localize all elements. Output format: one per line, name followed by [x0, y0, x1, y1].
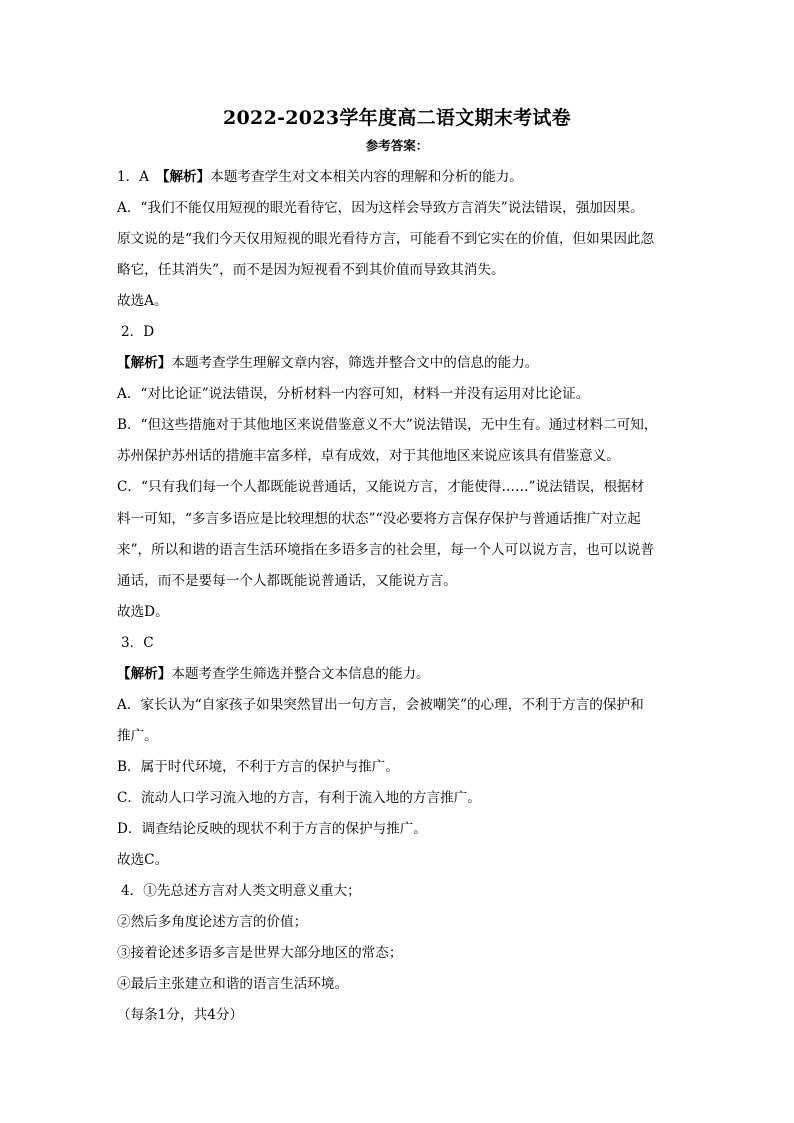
text-run: 推广。	[117, 727, 158, 744]
text-line	[117, 814, 685, 845]
text-run: ④最后主张建立和谐的语言生活环境。	[117, 976, 349, 993]
text-line	[117, 969, 685, 1000]
text-run: 本题考查学生对文本相关内容的理解和分析的能力。	[210, 169, 523, 185]
analysis-label: 【解析】	[162, 169, 211, 185]
text-run: C．流动人口学习流入地的方言，有利于流入地的方言推广。	[117, 789, 481, 806]
text-run: 本题考查学生理解文章内容，筛选并整合文中的信息的能力。	[171, 355, 539, 372]
text-line	[117, 410, 685, 441]
text-run: 通话，而不是要每一个人都既能说普通话，又能说方言。	[117, 572, 457, 589]
text-line	[117, 162, 685, 193]
text-line	[117, 845, 685, 876]
text-run: D．调查结论反映的现状不利于方言的保护与推广。	[117, 820, 427, 837]
answer-key-heading: 参考答案：	[365, 138, 429, 153]
text-line	[117, 659, 685, 690]
text-run: 3．C	[121, 634, 154, 651]
text-line	[117, 783, 685, 814]
text-run: ②然后多角度论述方言的价值；	[117, 914, 308, 931]
text-line	[117, 348, 685, 379]
text-line	[117, 472, 685, 503]
text-line	[117, 752, 685, 783]
text-line	[117, 317, 685, 348]
text-run: 略它，任其消失”，而不是因为短视看不到其价值而导致其消失。	[117, 262, 505, 279]
text-line	[117, 876, 685, 907]
text-run: 原文说的是“我们今天仅用短视的眼光看待方言，可能看不到它实在的价值，但如果因此忽	[117, 231, 655, 248]
text-run: 故选D。	[117, 603, 169, 620]
text-run: 苏州保护苏州话的措施丰富多样，卓有成效，对于其他地区来说应该具有借鉴意义。	[117, 448, 620, 465]
text-run: 故选C。	[117, 852, 169, 869]
text-run: （每条1分，共4分）	[117, 1007, 244, 1024]
text-run: 本题考查学生筛选并整合文本信息的能力。	[171, 665, 430, 682]
text-run: B．“但这些措施对于其他地区来说借鉴意义不大”说法错误，无中生有。通过材料二可知，	[117, 417, 658, 434]
text-line	[117, 628, 685, 659]
document-title: 2022-2023学年度高二语文期末考试卷	[223, 107, 571, 129]
text-run: 2．D	[121, 324, 155, 341]
text-line	[117, 224, 685, 255]
text-line	[117, 721, 685, 752]
text-run: ③接着论述多语多言是世界大部分地区的常态；	[117, 945, 403, 962]
text-run: 1．A	[117, 169, 163, 185]
text-line	[117, 535, 685, 566]
text-line	[117, 193, 685, 224]
text-line	[117, 597, 685, 628]
text-run: A．家长认为“自家孩子如果突然冒出一句方言，会被嘲笑”的心理，不利于方言的保护和	[117, 696, 644, 713]
text-run: B．属于时代环境，不利于方言的保护与推广。	[117, 758, 399, 775]
analysis-label: 【解析】	[117, 665, 172, 682]
text-line	[117, 504, 685, 535]
text-run: 料一可知，“多言多语应是比较理想的状态”“没必要将方言保存保护与普通话推广对立起	[117, 510, 641, 527]
text-line	[117, 379, 685, 410]
text-line	[117, 566, 685, 597]
text-run: 故选A。	[117, 293, 168, 310]
text-run: A．“我们不能仅用短视的眼光看待它，因为这样会导致方言消失”说法错误，强加因果。	[117, 200, 644, 217]
analysis-label: 【解析】	[117, 355, 172, 372]
text-line	[117, 690, 685, 721]
text-run: A．“对比论证”说法错误，分析材料一内容可知，材料一并没有运用对比论证。	[117, 386, 590, 403]
text-run: 来”，所以和谐的语言生活环境指在多语多言的社会里，每一个人可以说方言，也可以说普	[117, 541, 655, 558]
text-line	[117, 938, 685, 969]
text-run: 4．①先总述方言对人类文明意义重大；	[121, 883, 361, 900]
text-line	[117, 441, 685, 472]
text-line	[117, 1000, 685, 1031]
text-line	[117, 286, 685, 317]
answer-body	[117, 162, 685, 1031]
text-line	[117, 255, 685, 286]
text-run: C．“只有我们每一个人都既能说普通话，又能说方言，才能使得……”说法错误，根据材	[117, 479, 645, 496]
text-line	[117, 907, 685, 938]
